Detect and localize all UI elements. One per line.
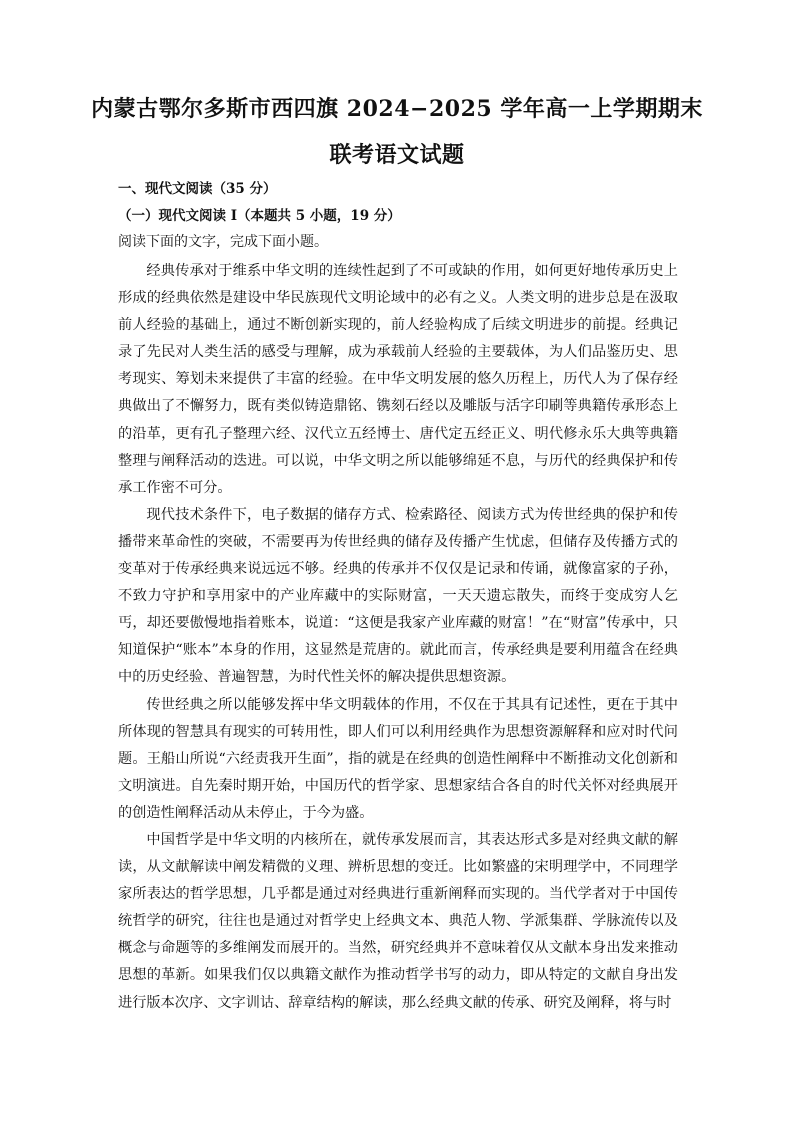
reading-instruction: 阅读下面的文字，完成下面小题。 — [118, 234, 328, 250]
subsection-heading: （一）现代文阅读 I（本题共 5 小题，19 分） — [118, 208, 401, 224]
passage-paragraph-2: 现代技术条件下，电子数据的储存方式、检索路径、阅读方式为传世经典的保护和传播带来革命性的突破，不需要再为传世经典的储存及传播产生忧虑，但储存及传播方式的变革对于传承经典来说远远不够。经典的传承并不仅仅是记录和传诵，就像富家的子孙，不致力守护和享用家中的产业库藏中的实际财富，一天天遗忘散失，而终于变成穷人乞丐，却还要傲慢地指着账本，说道：“这便是我家产业库藏的财富！”在“财富”传承中，只知道保护“账本”本身的作用，这显然是荒唐的。就此而言，传承经典是要利用蕴含在经典中的历史经验、普遍智慧，为时代性关怀的解决提供思想资源。 — [118, 506, 678, 686]
passage-paragraph-1: 经典传承对于维系中华文明的连续性起到了不可或缺的作用，如何更好地传承历史上形成的经典依然是建设中华民族现代文明论域中的必有之义。人类文明的进步总是在汲取前人经验的基础上，通过不断创新实现的，前人经验构成了后续文明进步的前提。经典记录了先民对人类生活的感受与理解，成为承载前人经验的主要载体，为人们品鉴历史、思考现实、筹划未来提供了丰富的经验。在中华文明发展的悠久历程上，历代人为了保存经典做出了不懈努力，既有类似铸造鼎铭、镌刻石经以及雕版与活字印刷等典籍传承形态上的沿革，更有孔子整理六经、汉代立五经博士、唐代定五经正义、明代修永乐大典等典籍整理与阐释活动的迭进。可以说，中华文明之所以能够绵延不息，与历代的经典保护和传承工作密不可分。 — [118, 263, 678, 496]
section-heading: 一、现代文阅读（35 分） — [118, 181, 277, 197]
passage-paragraph-3: 传世经典之所以能够发挥中华文明载体的作用，不仅在于其具有记述性，更在于其中所体现的智慧具有现实的可转用性，即人们可以利用经典作为思想资源解释和应对时代问题。王船山所说“六经责我开生面”，指的就是在经典的创造性阐释中不断推动文化创新和文明演进。自先秦时期开始，中国历代的哲学家、思想家结合各自的时代关怀对经典展开的创造性阐释活动从未停止，于今为盛。 — [118, 696, 678, 821]
document-title: 内蒙古鄂尔多斯市西四旗 2024−2025 学年高一上学期期末 — [91, 96, 703, 122]
passage-body — [118, 258, 678, 1017]
passage-paragraph-4: 中国哲学是中华文明的内核所在，就传承发展而言，其表达形式多是对经典文献的解读，从文献解读中阐发精微的义理、辨析思想的变迁。比如繁盛的宋明理学中，不同理学家所表达的哲学思想，几乎都是通过对经典进行重新阐释而实现的。当代学者对于中国传统哲学的研究，往往也是通过对哲学史上经典文本、典范人物、学派集群、学脉流传以及概念与命题等的多维阐发而展开的。当然，研究经典并不意味着仅从文献本身出发来推动思想的革新。如果我们仅以典籍文献作为推动哲学书写的动力，即从特定的文献自身出发进行版本次序、文字训诂、辞章结构的解读，那么经典文献的传承、研究及阐释，将与时 — [118, 831, 678, 1011]
document-subtitle: 联考语文试题 — [329, 142, 465, 168]
